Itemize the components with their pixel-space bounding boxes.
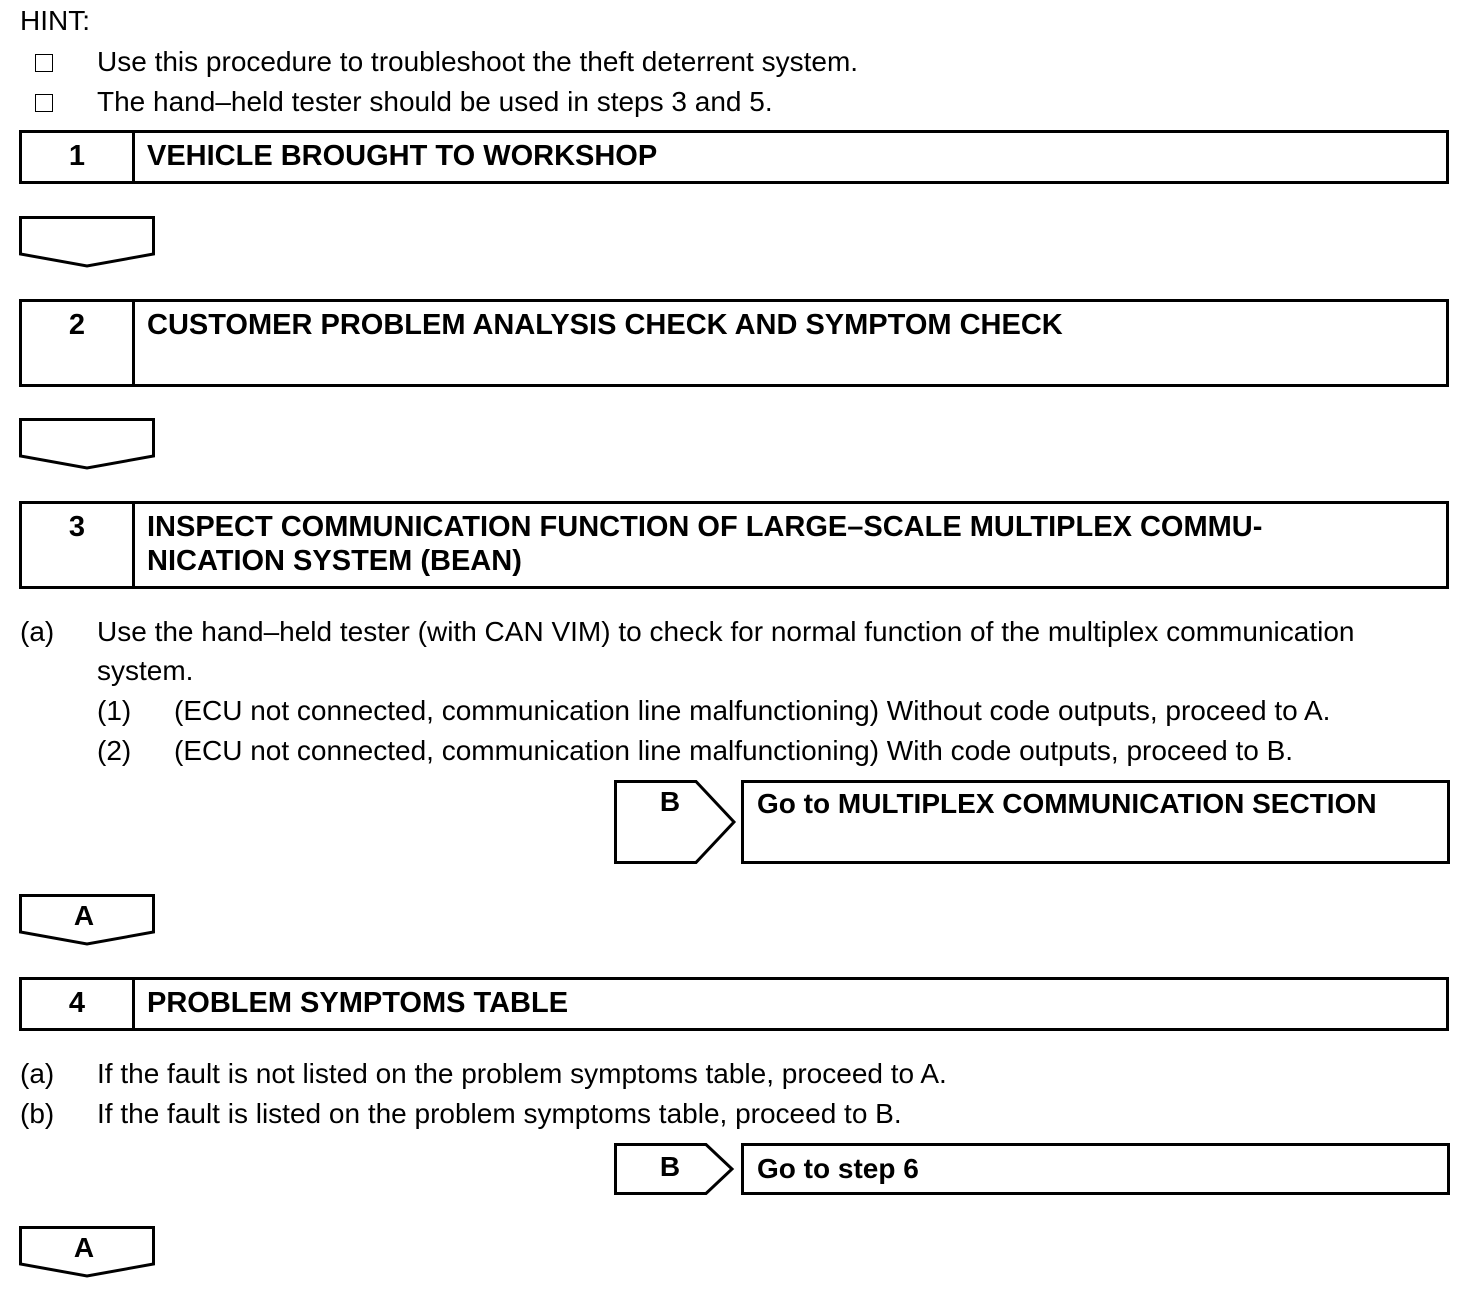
step-3-sub-1-text: (ECU not connected, communication line malfunctioning) Without code outputs, proceed to A. <box>174 695 1331 726</box>
step-3-sub-1-label: (1) <box>97 695 132 726</box>
hint-item-2: The hand–held tester should be used in steps 3 and 5. <box>97 86 773 117</box>
branch-a-arrow <box>19 894 155 946</box>
branch-b-arrow <box>614 780 740 864</box>
step-4-item-b-text: If the fault is listed on the problem symptoms table, proceed to B. <box>97 1098 902 1129</box>
branch-b-destination-text: Go to step 6 <box>757 1153 919 1184</box>
branch-a-arrow <box>19 1226 155 1278</box>
hint-label: HINT: <box>20 5 90 36</box>
step-3-number: 3 <box>22 504 135 586</box>
branch-a-label: A <box>73 900 95 931</box>
step-3-header <box>19 501 1449 589</box>
step-4-number: 4 <box>22 980 135 1028</box>
step-4-header <box>19 977 1449 1031</box>
step-4-item-b-label: (b) <box>20 1098 55 1129</box>
step-2-number: 2 <box>22 302 135 384</box>
step-4-title: PROBLEM SYMPTOMS TABLE <box>147 987 569 1019</box>
hint-item-1: Use this procedure to troubleshoot the theft deterrent system. <box>97 46 859 77</box>
branch-b-destination-text: Go to MULTIPLEX COMMUNICATION SECTION <box>757 788 1377 819</box>
step-3-item-a-label: (a) <box>20 616 55 647</box>
step-1-title: VEHICLE BROUGHT TO WORKSHOP <box>147 140 658 172</box>
step-1-number: 1 <box>22 133 135 181</box>
branch-b-destination <box>741 780 1450 864</box>
branch-b-label: B <box>659 1151 681 1182</box>
checkbox-bullet-icon <box>35 94 53 112</box>
step-2-title: CUSTOMER PROBLEM ANALYSIS CHECK AND SYMPTOM CHECK <box>147 309 1063 341</box>
branch-b-label: B <box>659 786 681 817</box>
step-3-title-line-1: INSPECT COMMUNICATION FUNCTION OF LARGE–SCALE MULTIPLEX COMMU- <box>147 511 1263 543</box>
next-step-arrow-icon <box>19 216 155 268</box>
step-2-header <box>19 299 1449 387</box>
branch-b-destination <box>741 1143 1450 1195</box>
step-4-item-a-label: (a) <box>20 1058 55 1089</box>
step-3-item-a-text: Use the hand–held tester (with CAN VIM) to check for normal function of the multiplex communication <box>97 616 1355 647</box>
step-3-title-line-2: NICATION SYSTEM (BEAN) <box>147 545 522 577</box>
step-3-item-a-text-cont: system. <box>97 655 194 686</box>
checkbox-bullet-icon <box>35 54 53 72</box>
step-4-item-a-text: If the fault is not listed on the problem symptoms table, proceed to A. <box>97 1058 947 1089</box>
branch-b-arrow <box>614 1143 740 1195</box>
branch-a-label: A <box>73 1232 95 1263</box>
step-3-sub-2-text: (ECU not connected, communication line malfunctioning) With code outputs, proceed to B. <box>174 735 1294 766</box>
step-3-sub-2-label: (2) <box>97 735 132 766</box>
step-1-header <box>19 130 1449 184</box>
next-step-arrow-icon <box>19 418 155 470</box>
